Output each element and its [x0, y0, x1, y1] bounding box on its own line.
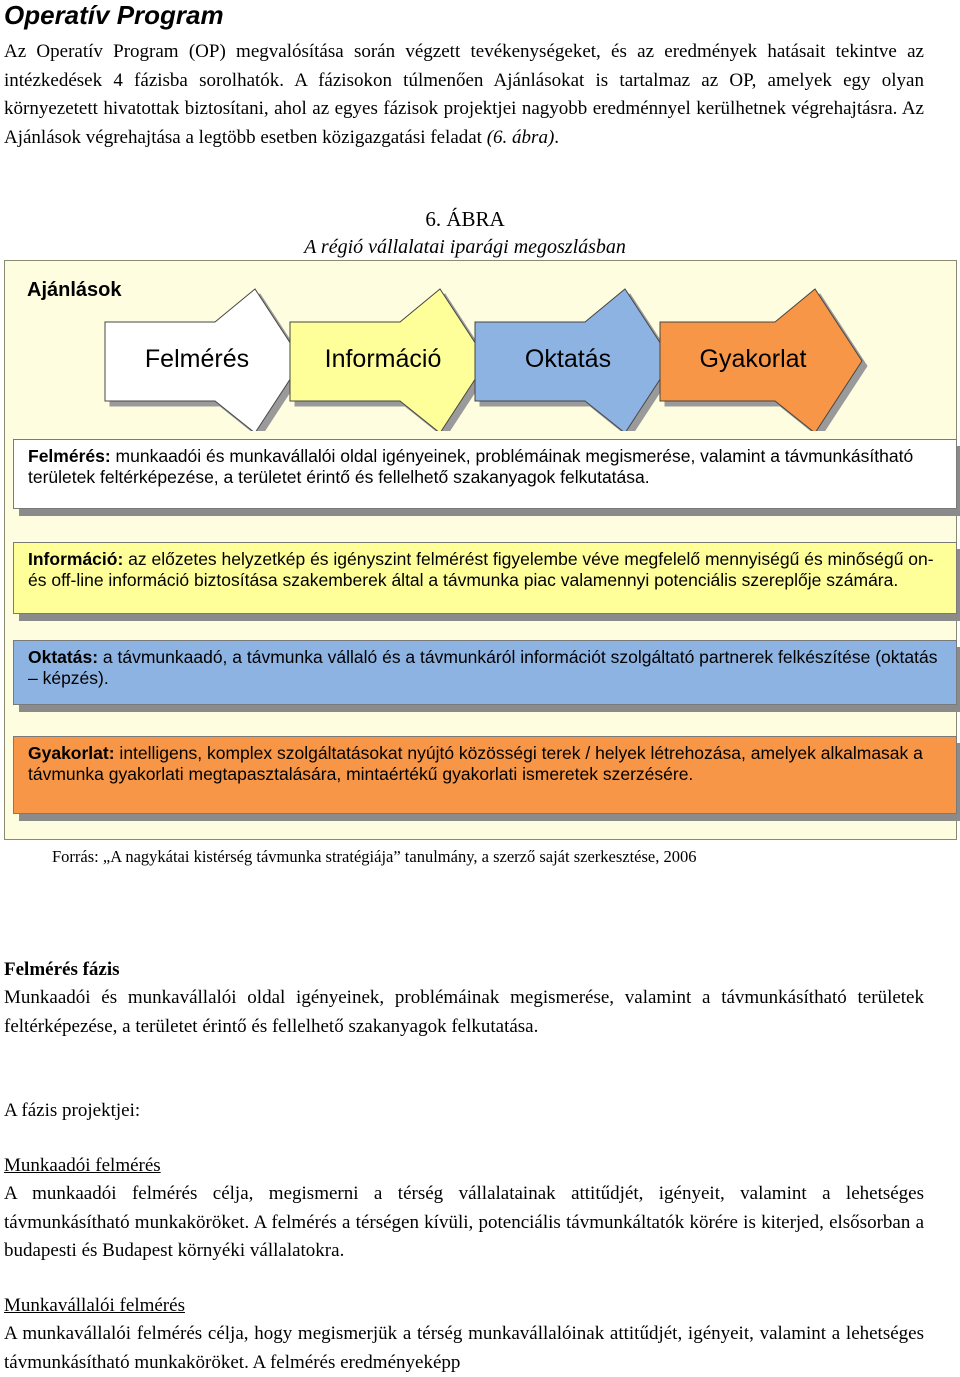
- figure-reference: (6. ábra): [486, 126, 555, 148]
- phase-description: a távmunkaadó, a távmunka vállaló és a távmunkáról információt szolgáltató partnerek felkészítése (oktatás – képzés).: [28, 647, 938, 688]
- phase-description: az előzetes helyzetkép és igényszint felmérést figyelembe véve megfelelő mennyiségű és minőségű on- és off-line információ biztosítása szakemberek által a távmunka piac valamennyi potenciális szereplője számára.: [28, 549, 934, 590]
- phase-term: Információ:: [28, 549, 124, 569]
- phase-term: Gyakorlat:: [28, 743, 115, 763]
- intro-paragraph: [4, 38, 924, 152]
- arrow-label-informacio: Információ: [324, 345, 442, 373]
- section-body: Munkaadói és munkavállalói oldal igényeinek, problémáinak megismerése, valamint a távmunkásítható területek feltérképezése, a területet érintő és fellelhető szakanyagok felkutatása.: [4, 987, 924, 1037]
- intro-text: Az Operatív Program (OP) megvalósítása során végzett tevékenységeket, és az eredmények hatásait tekintve az intézkedések 4 fázisba sorolhatók. A fázisokon túlmenően Ajánlásokat is tartalmaz az OP, amelyek egy olyan környezetett hivatottak biztosítani, ahol az egyes fázisok projektjei nagyobb eredménnyel kerülhetnek végrehajtásra. Az Ajánlások végrehajtása a legtöbb esetben közigazgatási feladat: [4, 41, 924, 148]
- section-title: Felmérés fázis: [4, 959, 120, 980]
- figure-title: 6. ÁBRA: [425, 207, 505, 231]
- phase-box-oktatas: [13, 640, 957, 705]
- phase-box-informacio: [13, 542, 957, 614]
- projects-label: A fázis projektjei:: [4, 1100, 141, 1121]
- phase-term: Felmérés:: [28, 446, 111, 466]
- phase-description: intelligens, komplex szolgáltatásokat nyújtó közösségi terek / helyek létrehozása, amelyek alkalmasak a távmunka gyakorlati megtapasztalására, mintaértékű gyakorlati ismeretek szerzésére.: [28, 743, 923, 784]
- phase-diagram: [4, 260, 957, 840]
- figure-subtitle: A régió vállalatai iparági megoszlásban: [304, 236, 626, 258]
- subsection-title-employer: Munkaadói felmérés: [4, 1155, 161, 1176]
- phase-term: Oktatás:: [28, 647, 99, 667]
- intro-end: .: [554, 126, 560, 148]
- phase-description: munkaadói és munkavállalói oldal igényeinek, problémáinak megismerése, valamint a távmunkásítható területek feltérképezése, a területet érintő és fellelhető szakanyagok felkutatása.: [28, 446, 914, 487]
- figure-source: Forrás: „A nagykátai kistérség távmunka stratégiája” tanulmány, a szerző saját szerkesztése, 2006: [52, 847, 697, 866]
- subsection-body-employee: A munkavállalói felmérés célja, hogy megismerjük a térség munkavállalóinak attitűdjét, igényeit, valamint a lehetséges távmunkásítható munkaköröket. A felmérés eredményeképp: [4, 1323, 924, 1373]
- recommendations-label: Ajánlások: [27, 279, 122, 301]
- subsection-body-employer: A munkaadói felmérés célja, megismerni a térség vállalatainak attitűdjét, igényeit, valamint a lehetséges távmunkásítható munkaköröket. A felmérés a térségen kívüli, potenciális távmunkáltatók körére is kiterjed, elsősorban a budapesti és Budapest környéki vállalatokra.: [4, 1183, 924, 1261]
- page-heading: Operatív Program: [4, 0, 224, 30]
- arrow-label-gyakorlat: Gyakorlat: [699, 345, 807, 373]
- arrow-label-felmeres: Felmérés: [144, 345, 250, 373]
- phase-box-gyakorlat: [13, 736, 957, 814]
- subsection-title-employee: Munkavállalói felmérés: [4, 1295, 185, 1316]
- phase-box-felmeres: [13, 439, 957, 509]
- arrow-label-oktatas: Oktatás: [524, 345, 612, 373]
